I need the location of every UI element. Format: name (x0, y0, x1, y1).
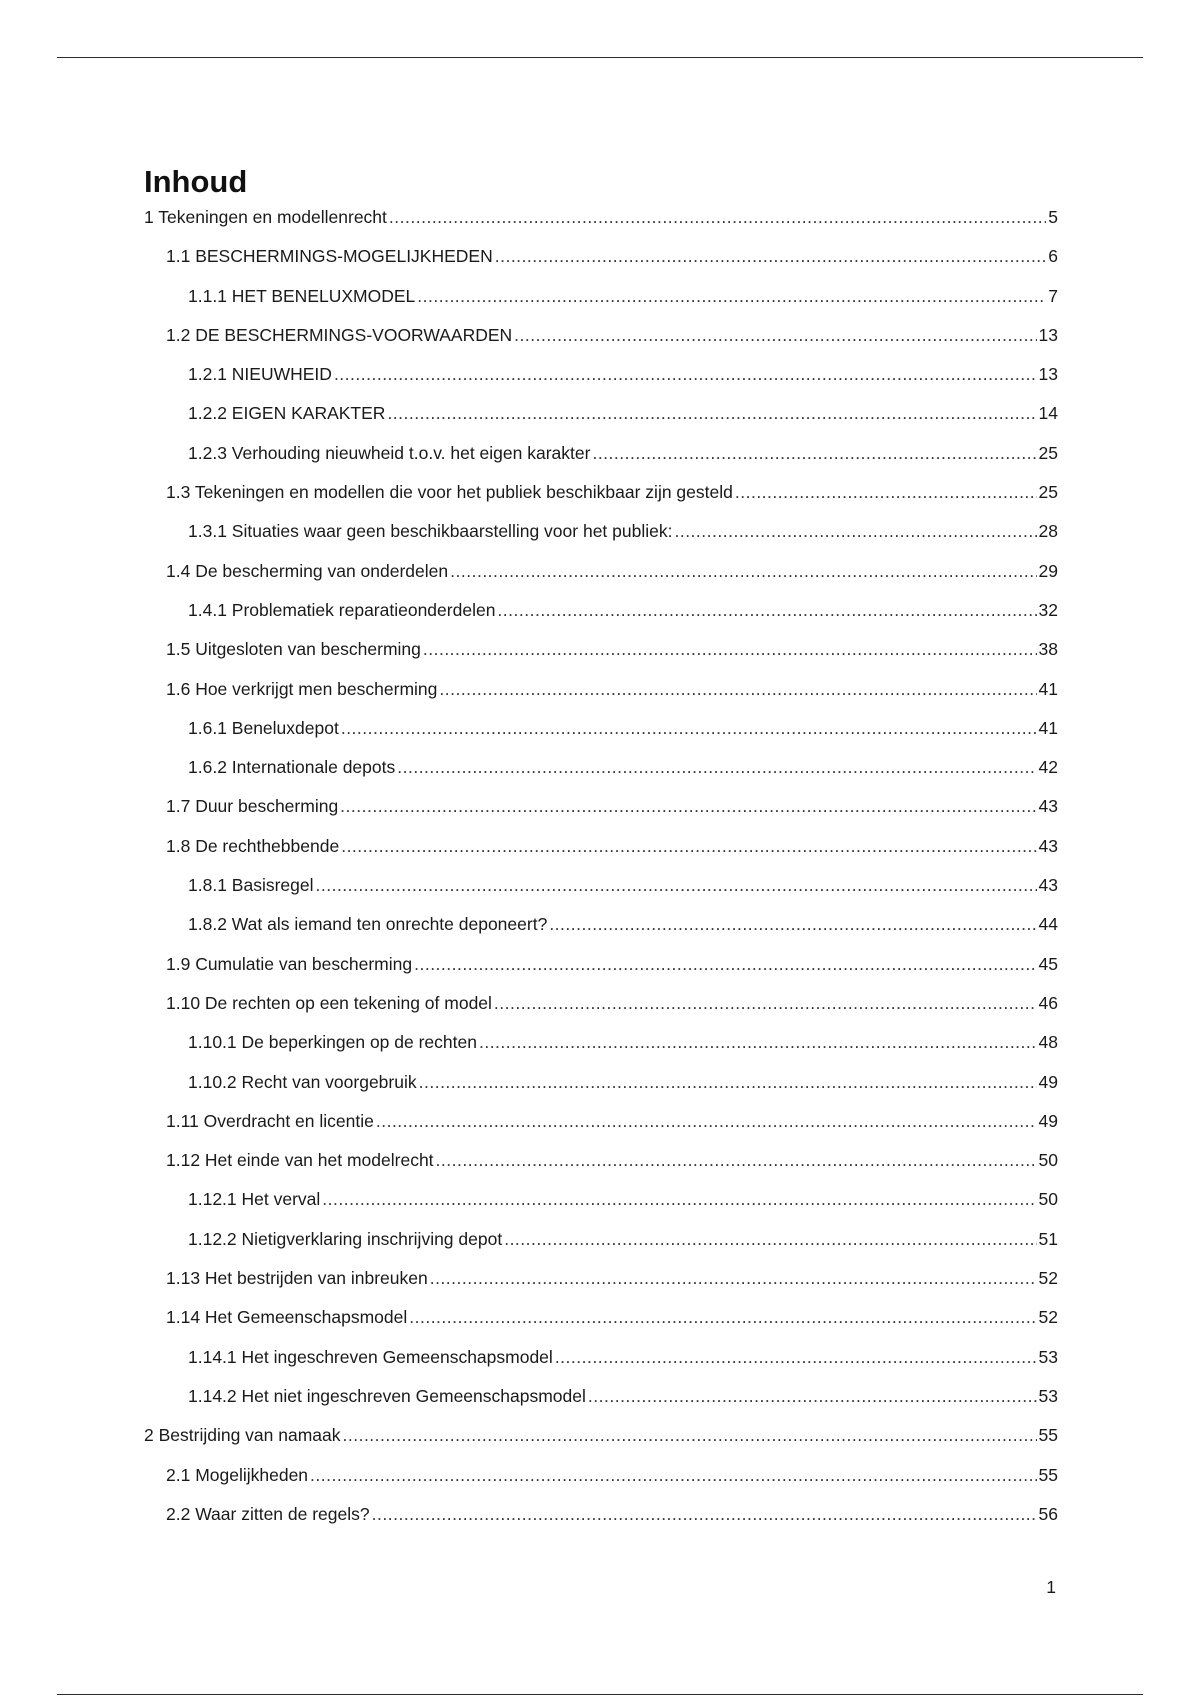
toc-entry[interactable] (144, 1425, 1058, 1464)
toc-entry-label: 1.9 Cumulatie van bescherming (166, 953, 413, 974)
toc-entry-label: 1.1 BESCHERMINGS-MOGELIJKHEDEN (166, 246, 493, 267)
toc-dot-leader (322, 1189, 1036, 1210)
toc-dot-leader (341, 836, 1036, 857)
toc-entry-page: 55 (1038, 1425, 1058, 1446)
toc-entry-label: 1.7 Duur bescherming (166, 796, 339, 817)
toc-entry-page: 28 (1038, 521, 1058, 542)
toc-entry-page: 7 (1048, 285, 1058, 306)
toc-entry-label: 1.10.1 De beperkingen op de rechten (188, 1032, 477, 1053)
toc-entry[interactable] (144, 1347, 1058, 1386)
toc-entry[interactable] (144, 757, 1058, 796)
toc-entry-label: 1.6.1 Beneluxdepot (188, 717, 339, 738)
toc-entry[interactable] (144, 836, 1058, 875)
toc-entry[interactable] (144, 521, 1058, 560)
toc-entry-page: 6 (1048, 246, 1058, 267)
toc-entry-label: 1.4 De bescherming van onderdelen (166, 560, 449, 581)
toc-dot-leader (592, 443, 1036, 464)
toc-entry[interactable] (144, 561, 1058, 600)
toc-entry[interactable] (144, 875, 1058, 914)
toc-entry-page: 44 (1038, 914, 1058, 935)
toc-entry[interactable] (144, 1189, 1058, 1228)
toc-dot-leader (439, 679, 1036, 700)
toc-entry[interactable] (144, 443, 1058, 482)
toc-entry-label: 1.2.2 EIGEN KARAKTER (188, 403, 386, 424)
toc-entry-page: 43 (1038, 835, 1058, 856)
toc-entry[interactable] (144, 1307, 1058, 1346)
toc-entry[interactable] (144, 679, 1058, 718)
toc-entry[interactable] (144, 403, 1058, 442)
toc-entry[interactable] (144, 482, 1058, 521)
toc-dot-leader (497, 600, 1036, 621)
toc-dot-leader (372, 1504, 1037, 1525)
toc-entry[interactable] (144, 325, 1058, 364)
toc-entry-label: 1.10 De rechten op een tekening of model (166, 992, 492, 1013)
toc-title: Inhoud (144, 164, 248, 199)
toc-entry-page: 25 (1038, 482, 1058, 503)
toc-dot-leader (555, 1347, 1037, 1368)
toc-dot-leader (387, 403, 1036, 424)
toc-entry-label: 1.2.1 NIEUWHEID (188, 364, 332, 385)
toc-entry-label: 1.5 Uitgesloten van bescherming (166, 639, 421, 660)
toc-entry-label: 1.14.1 Het ingeschreven Gemeenschapsmodel (188, 1346, 553, 1367)
toc-dot-leader (343, 1425, 1037, 1446)
toc-entry-label: 1.14 Het Gemeenschapsmodel (166, 1307, 408, 1328)
toc-entry-page: 52 (1038, 1307, 1058, 1328)
toc-entry-label: 1.1.1 HET BENELUXMODEL (188, 285, 416, 306)
toc-entry[interactable] (144, 1229, 1058, 1268)
toc-entry-page: 43 (1038, 875, 1058, 896)
toc-entry-label: 1.4.1 Problematiek reparatieonderdelen (188, 599, 496, 620)
toc-entry[interactable] (144, 207, 1058, 246)
toc-entry-label: 1.3.1 Situaties waar geen beschikbaarstelling voor het publiek: (188, 521, 673, 542)
toc-entry-label: 1.10.2 Recht van voorgebruik (188, 1071, 417, 1092)
toc-entry-page: 50 (1038, 1150, 1058, 1171)
toc-dot-leader (334, 364, 1037, 385)
toc-entry-label: 1 Tekeningen en modellenrecht (144, 207, 387, 227)
table-of-contents (144, 162, 1058, 1543)
toc-entry[interactable] (144, 796, 1058, 835)
toc-entry-page: 45 (1038, 953, 1058, 974)
toc-entry-page: 41 (1038, 678, 1058, 699)
toc-entry[interactable] (144, 718, 1058, 757)
toc-entry-label: 1.6.2 Internationale depots (188, 757, 396, 778)
toc-dot-leader (419, 1072, 1037, 1093)
toc-entry-label: 1.6 Hoe verkrijgt men bescherming (166, 678, 438, 699)
toc-dot-leader (514, 325, 1036, 346)
toc-entry-page: 56 (1038, 1503, 1058, 1524)
toc-entry-label: 1.12.2 Nietigverklaring inschrijving depot (188, 1228, 503, 1249)
toc-entry-label: 1.14.2 Het niet ingeschreven Gemeenschapsmodel (188, 1385, 586, 1406)
toc-entry-page: 32 (1038, 599, 1058, 620)
toc-dot-leader (494, 993, 1037, 1014)
toc-entry-label: 1.12 Het einde van het modelrecht (166, 1150, 434, 1171)
toc-entry-label: 1.11 Overdracht en licentie (166, 1110, 374, 1131)
toc-dot-leader (436, 1150, 1037, 1171)
toc-entry[interactable] (144, 1465, 1058, 1504)
toc-entry-page: 53 (1038, 1385, 1058, 1406)
toc-entry[interactable] (144, 600, 1058, 639)
toc-entry-page: 48 (1038, 1032, 1058, 1053)
toc-dot-leader (417, 286, 1046, 307)
toc-entry-label: 1.8.1 Basisregel (188, 875, 314, 896)
toc-entry-label: 2.2 Waar zitten de regels? (166, 1503, 370, 1524)
toc-dot-leader (450, 561, 1036, 582)
toc-entry-label: 1.8.2 Wat als iemand ten onrechte deponeert? (188, 914, 548, 935)
toc-dot-leader (504, 1229, 1036, 1250)
page-number: 1 (1046, 1577, 1056, 1597)
toc-dot-leader (430, 1268, 1037, 1289)
toc-entry-page: 13 (1038, 364, 1058, 385)
toc-entry[interactable] (144, 954, 1058, 993)
toc-entry-page: 5 (1048, 207, 1058, 227)
toc-entry-page: 49 (1038, 1110, 1058, 1131)
toc-dot-leader (310, 1465, 1036, 1486)
toc-entry[interactable] (144, 1072, 1058, 1111)
toc-entry-page: 52 (1038, 1268, 1058, 1289)
toc-entry-label: 1.2.3 Verhouding nieuwheid t.o.v. het eigen karakter (188, 442, 591, 463)
toc-list (144, 207, 1058, 1543)
toc-entry[interactable] (144, 914, 1058, 953)
toc-entry-page: 55 (1038, 1464, 1058, 1485)
footer-rule (57, 1694, 1143, 1695)
toc-entry[interactable] (144, 993, 1058, 1032)
toc-entry-page: 25 (1038, 442, 1058, 463)
toc-entry[interactable] (144, 1032, 1058, 1071)
toc-entry-label: 1.8 De rechthebbende (166, 835, 340, 856)
toc-dot-leader (495, 246, 1047, 267)
toc-entry[interactable] (144, 1386, 1058, 1425)
toc-dot-leader (414, 954, 1036, 975)
toc-entry-page: 14 (1038, 403, 1058, 424)
toc-entry-label: 2 Bestrijding van namaak (144, 1425, 341, 1446)
toc-entry-page: 43 (1038, 796, 1058, 817)
toc-entry[interactable] (144, 246, 1058, 285)
toc-entry-page: 46 (1038, 992, 1058, 1013)
toc-entry-page: 49 (1038, 1071, 1058, 1092)
toc-dot-leader (409, 1307, 1036, 1328)
toc-dot-leader (423, 639, 1037, 660)
toc-dot-leader (316, 875, 1037, 896)
toc-entry-label: 1.13 Het bestrijden van inbreuken (166, 1268, 428, 1289)
toc-entry[interactable] (144, 364, 1058, 403)
toc-entry-page: 53 (1038, 1346, 1058, 1367)
toc-entry[interactable] (144, 639, 1058, 678)
toc-entry-page: 38 (1038, 639, 1058, 660)
toc-dot-leader (376, 1111, 1037, 1132)
toc-dot-leader (340, 796, 1036, 817)
toc-entry-page: 51 (1038, 1228, 1058, 1249)
toc-dot-leader (588, 1386, 1037, 1407)
toc-entry-page: 50 (1038, 1189, 1058, 1210)
toc-dot-leader (341, 718, 1037, 739)
toc-dot-leader (479, 1032, 1037, 1053)
toc-entry-label: 1.3 Tekeningen en modellen die voor het publiek beschikbaar zijn gesteld (166, 482, 733, 503)
toc-dot-leader (389, 207, 1046, 228)
toc-entry[interactable] (144, 1111, 1058, 1150)
toc-entry-page: 42 (1038, 757, 1058, 778)
toc-entry[interactable] (144, 1504, 1058, 1543)
toc-entry[interactable] (144, 1268, 1058, 1307)
toc-entry-page: 41 (1038, 717, 1058, 738)
toc-entry-label: 1.2 DE BESCHERMINGS-VOORWAARDEN (166, 324, 513, 345)
toc-entry-page: 29 (1038, 560, 1058, 581)
toc-entry[interactable] (144, 286, 1058, 325)
toc-entry-page: 13 (1038, 324, 1058, 345)
header-rule (57, 57, 1143, 58)
toc-dot-leader (549, 914, 1036, 935)
toc-entry[interactable] (144, 1150, 1058, 1189)
toc-entry-label: 2.1 Mogelijkheden (166, 1464, 309, 1485)
toc-entry-label: 1.12.1 Het verval (188, 1189, 321, 1210)
toc-dot-leader (674, 521, 1036, 542)
toc-dot-leader (397, 757, 1036, 778)
toc-dot-leader (735, 482, 1037, 503)
